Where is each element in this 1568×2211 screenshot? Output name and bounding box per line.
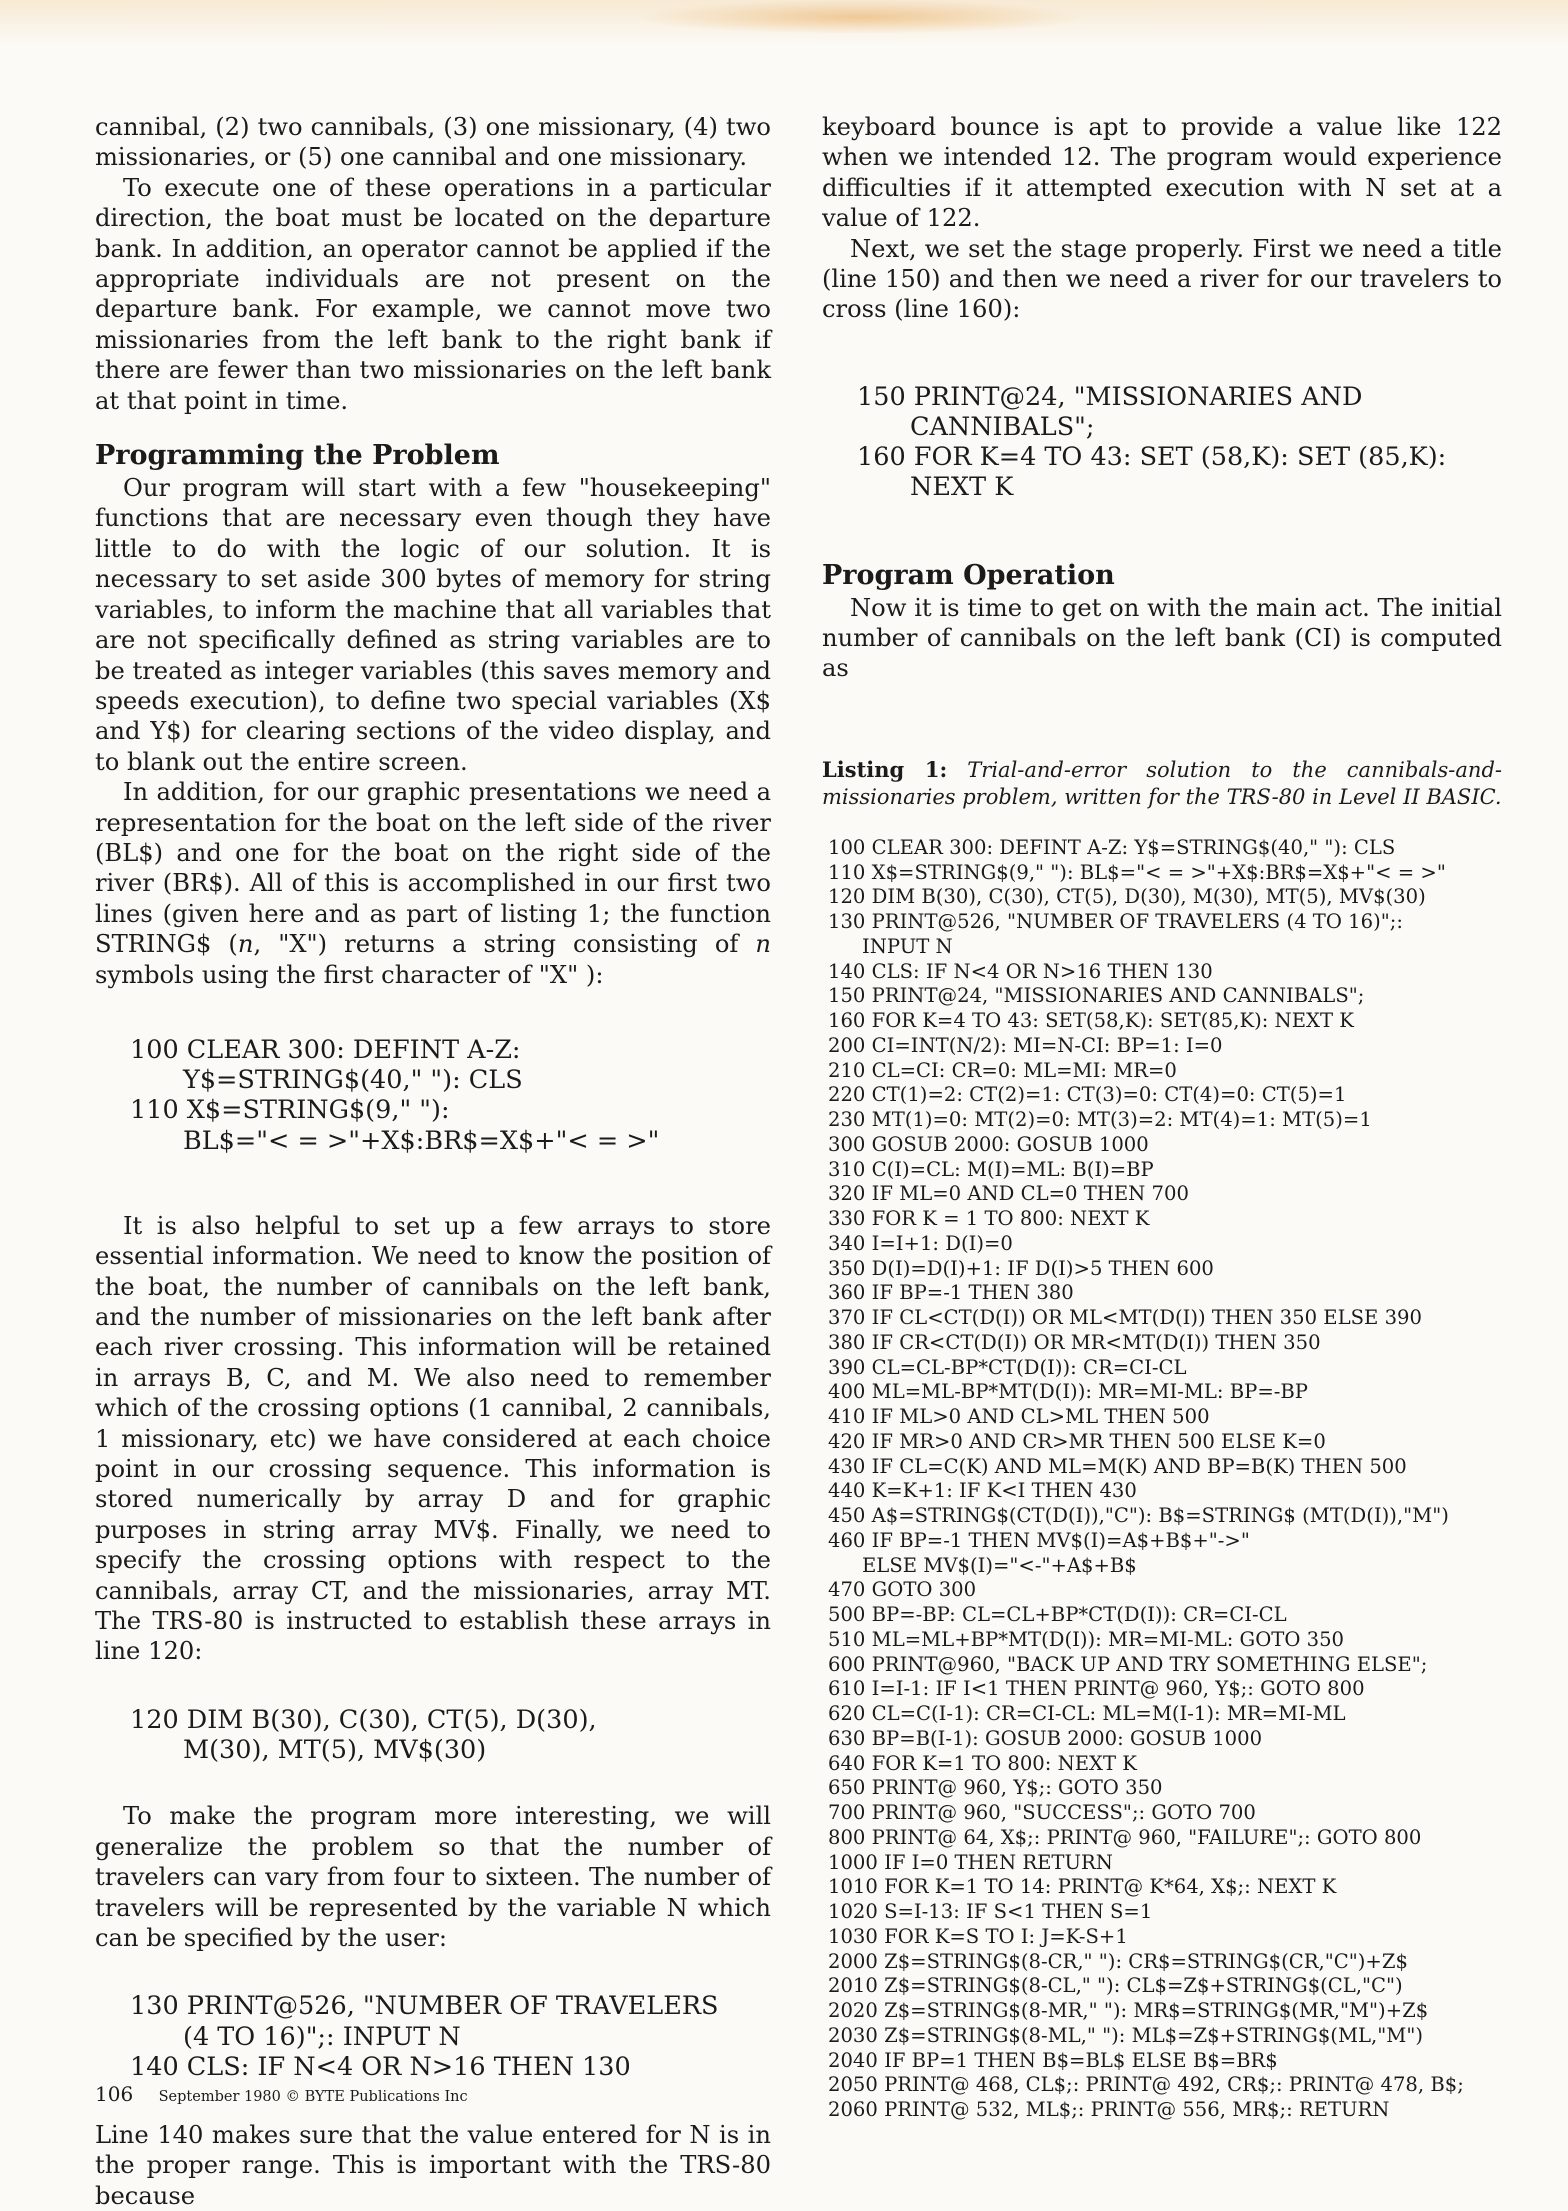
- code-line: 110 X$=STRING$(9," "):: [130, 1095, 450, 1126]
- code-line: 100 CLEAR 300: DEFINT A-Z:: [130, 1034, 521, 1065]
- listing-line: 140 CLS: IF N<4 OR N>16 THEN 130: [828, 959, 1213, 983]
- code-block-line-120: [95, 1705, 771, 1765]
- left-column: [95, 112, 771, 2211]
- listing-line: 1000 IF I=0 THEN RETURN: [828, 1850, 1113, 1874]
- listing-caption-title: Trial-and-error solution to the cannibals-and-missionaries problem, written for the TRS-80 in Level II BASIC.: [822, 757, 1502, 809]
- paragraph-arrays: It is also helpful to set up a few arrays to store essential information. We need to know the position of the boat, the number of cannibals on the left bank, and the number of missionaries on the left bank after each river crossing. This information will be retained in arrays B, C, and M. We also need to remember which of the crossing options (1 cannibal, 2 cannibals, 1 missionary, etc) we have considered at each choice point in our crossing sequence. This information is stored numerically by array D and for graphic purposes in string array MV$. Finally, we need to specify the crossing options with respect to the cannibals, array CT, and the missionaries, array MT. The TRS-80 is instructed to establish these arrays in line 120:: [95, 1211, 771, 1666]
- listing-line: INPUT N: [862, 934, 953, 958]
- right-column: [822, 112, 1502, 2123]
- listing-line: 1030 FOR K=S TO I: J=K-S+1: [828, 1924, 1128, 1948]
- paragraph-operator-conditions: To execute one of these operations in a particular direction, the boat must be located on the departure bank. In addition, an operator cannot be applied if the appropriate individuals are not present on the departure bank. For example, we cannot move two missionaries from the left bank to the right bank if there are fewer than two missionaries on the left bank at that point in time.: [95, 173, 771, 415]
- code-line: 140 CLS: IF N<4 OR N>16 THEN 130: [130, 2051, 631, 2082]
- paragraph-housekeeping: Our program will start with a few "housekeeping" functions that are necessary even though they have little to do with the logic of our solution. It is necessary to set aside 300 bytes of memory for string variables, to inform the machine that all variables that are not specifically defined as string variables are to be treated as integer variables (this saves memory and speeds execution), to define two special variables (X$ and Y$) for clearing sections of the video display, and to blank out the entire screen.: [95, 474, 771, 776]
- listing-line: 450 A$=STRING$(CT(D(I)),"C"): B$=STRING$ (MT(D(I)),"M"): [828, 1504, 1449, 1528]
- p4-part-a: In addition, for our graphic presentations we need a representation for the boat on the left side of the river (BL$) and one for the boat on the right side of the river (BR$). All of this is accomplished in our first two lines (given here and as part of listing 1; the function STRING$ (: [95, 778, 771, 959]
- listing-caption: [822, 756, 1502, 811]
- listing-line: 500 BP=-BP: CL=CL+BP*CT(D(I)): CR=CI-CL: [828, 1603, 1287, 1627]
- listing-line: 130 PRINT@526, "NUMBER OF TRAVELERS (4 TO 16)";:: [828, 910, 1403, 934]
- listing-line: 2030 Z$=STRING$(8-ML," "): ML$=Z$+STRING$(ML,"M"): [828, 2023, 1423, 2047]
- listing-line: 1020 S=I-13: IF S<1 THEN S=1: [828, 1900, 1153, 1924]
- listing-line: 210 CL=CI: CR=0: ML=MI: MR=0: [828, 1058, 1177, 1082]
- listing-line: 430 IF CL=C(K) AND ML=M(K) AND BP=B(K) THEN 500: [828, 1454, 1407, 1478]
- listing-line: 2050 PRINT@ 468, CL$;: PRINT@ 492, CR$;: PRINT@ 478, B$;: [828, 2073, 1464, 2097]
- listing-caption-label: Listing 1:: [822, 756, 948, 782]
- code-line: (4 TO 16)";: INPUT N: [183, 2021, 461, 2052]
- code-line: 160 FOR K=4 TO 43: SET (58,K): SET (85,K):: [857, 442, 1447, 473]
- page-number: 106: [95, 2082, 134, 2106]
- listing-line: 650 PRINT@ 960, Y$;: GOTO 350: [828, 1776, 1163, 1800]
- listing-line: 340 I=I+1: D(I)=0: [828, 1231, 1013, 1255]
- heading-program-operation: Program Operation: [822, 559, 1115, 591]
- listing-line: 470 GOTO 300: [828, 1578, 977, 1602]
- heading-programming-the-problem: Programming the Problem: [95, 440, 500, 472]
- listing-line: 360 IF BP=-1 THEN 380: [828, 1281, 1074, 1305]
- listing-line: 300 GOSUB 2000: GOSUB 1000: [828, 1132, 1149, 1156]
- code-line: BL$="< = >"+X$:BR$=X$+"< = >": [183, 1125, 660, 1156]
- listing-line: 700 PRINT@ 960, "SUCCESS";: GOTO 700: [828, 1801, 1256, 1825]
- listing-line: 310 C(I)=CL: M(I)=ML: B(I)=BP: [828, 1157, 1154, 1181]
- code-block-lines-100-110: [95, 1035, 771, 1156]
- page-footer: [95, 2082, 468, 2109]
- code-line: Y$=STRING$(40," "): CLS: [183, 1065, 523, 1096]
- code-line: 150 PRINT@24, "MISSIONARIES AND: [857, 381, 1363, 412]
- paragraph-set-stage: Next, we set the stage properly. First we need a title (line 150) and then we need a river for our travelers to cross (line 160):: [822, 234, 1502, 324]
- listing-line: 150 PRINT@24, "MISSIONARIES AND CANNIBALS";: [828, 984, 1365, 1008]
- listing-line: 350 D(I)=D(I)+1: IF D(I)>5 THEN 600: [828, 1256, 1214, 1280]
- p4-italic-n1: n: [237, 930, 254, 959]
- listing-line: 640 FOR K=1 TO 800: NEXT K: [828, 1751, 1137, 1775]
- listing-line: 610 I=I-1: IF I<1 THEN PRINT@ 960, Y$;: GOTO 800: [828, 1677, 1365, 1701]
- footer-issue: September 1980 © BYTE Publications Inc: [158, 2089, 468, 2105]
- listing-line: 400 ML=ML-BP*MT(D(I)): MR=MI-ML: BP=-BP: [828, 1380, 1308, 1404]
- listing-line: 110 X$=STRING$(9," "): BL$="< = >"+X$:BR$=X$+"< = >": [828, 860, 1446, 884]
- listing-line: 600 PRINT@960, "BACK UP AND TRY SOMETHING ELSE";: [828, 1652, 1428, 1676]
- listing-line: 160 FOR K=4 TO 43: SET(58,K): SET(85,K): NEXT K: [828, 1009, 1354, 1033]
- p4-italic-n2: n: [755, 930, 771, 959]
- p4-part-b: , "X") returns a string consisting of: [253, 930, 756, 959]
- listing-line: 2040 IF BP=1 THEN B$=BL$ ELSE B$=BR$: [828, 2048, 1278, 2072]
- listing-line: 510 ML=ML+BP*MT(D(I)): MR=MI-ML: GOTO 350: [828, 1627, 1345, 1651]
- code-line: 120 DIM B(30), C(30), CT(5), D(30),: [130, 1704, 597, 1735]
- paragraph-graphic-presentations: [95, 777, 771, 990]
- listing-line: 1010 FOR K=1 TO 14: PRINT@ K*64, X$;: NEXT K: [828, 1875, 1337, 1899]
- code-line: 130 PRINT@526, "NUMBER OF TRAVELERS: [130, 1991, 719, 2022]
- paragraph-generalize: To make the program more interesting, we will generalize the problem so that the number of travelers can vary from four to sixteen. The number of travelers will be represented by the variable N which can be specified by the user:: [95, 1802, 771, 1952]
- listing-line: 220 CT(1)=2: CT(2)=1: CT(3)=0: CT(4)=0: CT(5)=1: [828, 1083, 1347, 1107]
- listing-line: 320 IF ML=0 AND CL=0 THEN 700: [828, 1182, 1189, 1206]
- listing-line: 620 CL=C(I-1): CR=CI-CL: ML=M(I-1): MR=MI-ML: [828, 1702, 1346, 1726]
- listing-line: 330 FOR K = 1 TO 800: NEXT K: [828, 1207, 1150, 1231]
- listing-line: 370 IF CL<CT(D(I)) OR ML<MT(D(I)) THEN 350 ELSE 390: [828, 1306, 1422, 1330]
- listing-line: 630 BP=B(I-1): GOSUB 2000: GOSUB 1000: [828, 1726, 1263, 1750]
- listing-line: 2060 PRINT@ 532, ML$;: PRINT@ 556, MR$;: RETURN: [828, 2098, 1390, 2122]
- listing-line: 100 CLEAR 300: DEFINT A-Z: Y$=STRING$(40," "): CLS: [828, 835, 1396, 859]
- listing-line: 390 CL=CL-BP*CT(D(I)): CR=CI-CL: [828, 1355, 1187, 1379]
- listing-line: 230 MT(1)=0: MT(2)=0: MT(3)=2: MT(4)=1: MT(5)=1: [828, 1108, 1372, 1132]
- listing-line: 410 IF ML>0 AND CL>ML THEN 500: [828, 1405, 1210, 1429]
- code-line: NEXT K: [910, 472, 1014, 503]
- listing-line: 460 IF BP=-1 THEN MV$(I)=A$+B$+"->": [828, 1528, 1250, 1552]
- code-block-lines-130-140: [95, 1991, 771, 2082]
- listing-line: 2020 Z$=STRING$(8-MR," "): MR$=STRING$(MR,"M")+Z$: [828, 1999, 1429, 2023]
- listing-line: 380 IF CR<CT(D(I)) OR MR<MT(D(I)) THEN 350: [828, 1330, 1321, 1354]
- listing-line: 2010 Z$=STRING$(8-CL," "): CL$=Z$+STRING$(CL,"C"): [828, 1974, 1403, 1998]
- paragraph-keyboard-bounce: keyboard bounce is apt to provide a value like 122 when we intended 12. The program would experience difficulties if it attempted execution with N set at a value of 122.: [822, 113, 1502, 233]
- p4-part-c: symbols using the first character of "X" ):: [95, 960, 604, 989]
- listing-line: 200 CI=INT(N/2): MI=N-CI: BP=1: I=0: [828, 1033, 1223, 1057]
- code-line: M(30), MT(5), MV$(30): [183, 1735, 487, 1766]
- listing-line: ELSE MV$(I)="<-"+A$+B$: [862, 1553, 1137, 1577]
- listing-1-code: [822, 836, 1502, 2123]
- listing-line: 2000 Z$=STRING$(8-CR," "): CR$=STRING$(CR,"C")+Z$: [828, 1949, 1408, 1973]
- listing-line: 440 K=K+1: IF K<I THEN 430: [828, 1479, 1137, 1503]
- paragraph-main-act: Now it is time to get on with the main act. The initial number of cannibals on the left bank (CI) is computed as: [822, 593, 1502, 683]
- listing-line: 120 DIM B(30), C(30), CT(5), D(30), M(30), MT(5), MV$(30): [828, 885, 1426, 909]
- paper-stain-smear: [640, 0, 1080, 34]
- listing-line: 800 PRINT@ 64, X$;: PRINT@ 960, "FAILURE";: GOTO 800: [828, 1825, 1422, 1849]
- listing-line: 420 IF MR>0 AND CR>MR THEN 500 ELSE K=0: [828, 1429, 1326, 1453]
- code-line: CANNIBALS";: [910, 412, 1095, 443]
- code-block-lines-150-160: [822, 382, 1502, 503]
- paragraph-range-check: Line 140 makes sure that the value entered for N is in the proper range. This is important with the TRS-80 because: [95, 2120, 771, 2210]
- paragraph-operators-list: cannibal, (2) two cannibals, (3) one missionary, (4) two missionaries, or (5) one cannibal and one missionary.: [95, 113, 771, 172]
